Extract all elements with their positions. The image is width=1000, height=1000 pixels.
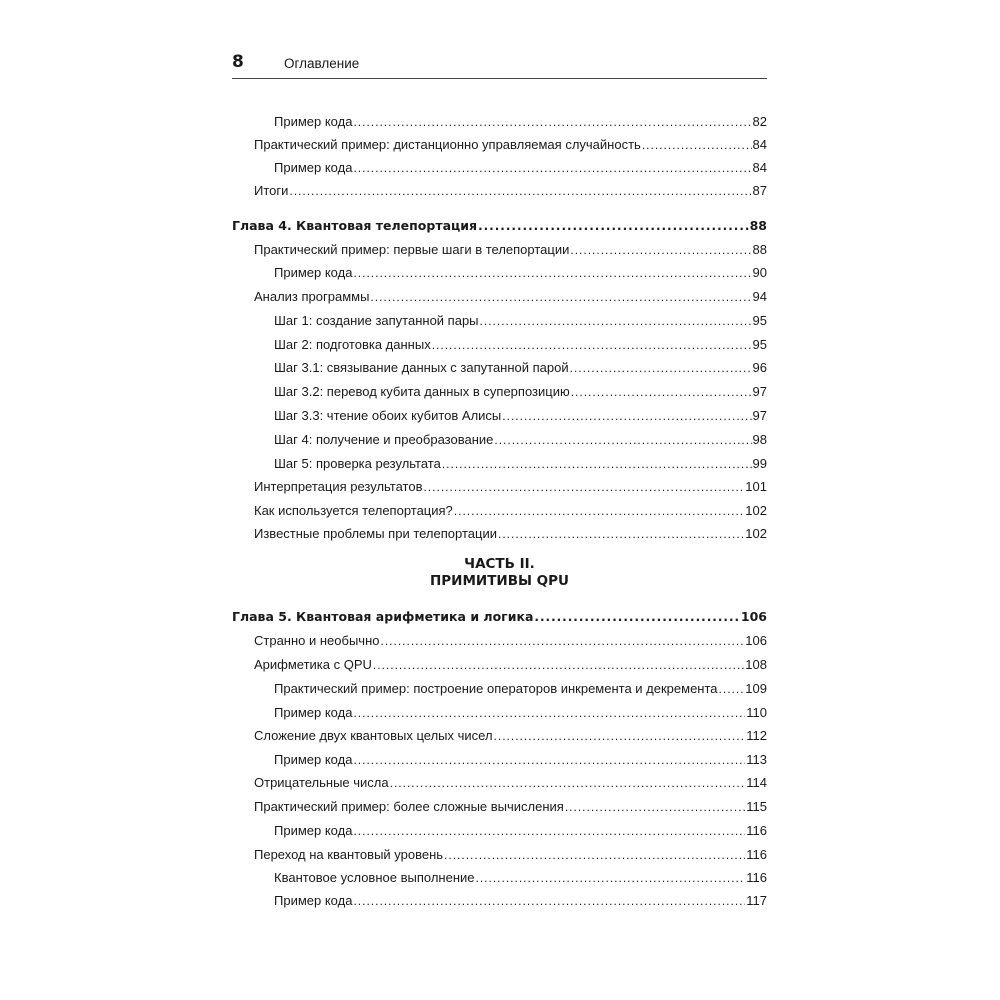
toc-entry xyxy=(254,846,767,864)
dot-leader xyxy=(565,798,745,816)
toc-entry-page: 102 xyxy=(745,526,767,541)
toc-entry-page: 116 xyxy=(746,823,767,838)
toc-entry-page: 95 xyxy=(752,337,767,352)
toc-entry-page: 95 xyxy=(752,313,767,328)
toc-entry-title: Известные проблемы при телепортации xyxy=(254,526,497,541)
toc-entry-title: Практический пример: дистанционно управляемая случайность xyxy=(254,137,641,152)
toc-entry-title: Шаг 5: проверка результата xyxy=(274,456,441,471)
toc-entry-page: 82 xyxy=(752,114,767,129)
toc-entry-title: Анализ программы xyxy=(254,289,370,304)
toc-entry-title: Интерпретация результатов xyxy=(254,479,423,494)
toc-entry-title: Пример кода xyxy=(274,752,353,767)
toc-entry-page: 115 xyxy=(746,799,767,814)
toc-entry-title: Пример кода xyxy=(274,114,353,129)
toc-entry-page: 88 xyxy=(749,218,767,233)
toc-entry-title: Отрицательные числа xyxy=(254,775,389,790)
toc-entry-title: Переход на квантовый уровень xyxy=(254,847,444,862)
toc-entry-page: 109 xyxy=(745,681,767,696)
dot-leader xyxy=(494,727,746,745)
toc-entry-page: 116 xyxy=(746,847,767,862)
toc-entry-title: Сложение двух квантовых целых чисел xyxy=(254,728,493,743)
toc-entry-page: 99 xyxy=(752,456,767,471)
page-number: 8 xyxy=(232,52,244,72)
dot-leader xyxy=(381,632,745,650)
toc-entry-page: 88 xyxy=(752,242,767,257)
toc-entry-title: Итоги xyxy=(254,183,289,198)
toc-entry-title: Шаг 3.1: связывание данных с запутанной парой xyxy=(274,360,569,375)
toc-entry xyxy=(274,822,767,840)
toc-entry-page: 94 xyxy=(752,289,767,304)
toc-entry xyxy=(254,798,767,816)
toc-entry-page: 84 xyxy=(752,160,767,175)
toc-entry-page: 98 xyxy=(752,432,767,447)
toc-entry-title: Пример кода xyxy=(274,823,353,838)
toc-entry xyxy=(274,892,767,910)
toc-entry-page: 87 xyxy=(752,183,767,198)
toc-entry-page: 106 xyxy=(740,609,767,624)
toc-entry-title: Шаг 1: создание запутанной пары xyxy=(274,313,479,328)
toc-entry-page: 84 xyxy=(752,137,767,152)
running-title: Оглавление xyxy=(284,56,360,71)
toc-entry-title: Практический пример: более сложные вычисления xyxy=(254,799,564,814)
toc-entry-title: Пример кода xyxy=(274,705,353,720)
toc-entry-title: Пример кода xyxy=(274,893,353,908)
part-number: ЧАСТЬ II. xyxy=(464,556,535,572)
toc-entry-title: Арифметика с QPU xyxy=(254,657,372,672)
toc-entry xyxy=(254,632,767,650)
toc-entry-page: 97 xyxy=(752,384,767,399)
toc-entry-page: 108 xyxy=(745,657,767,672)
toc-entry-title: Странно и необычно xyxy=(254,633,380,648)
toc-entry-title: Шаг 2: подготовка данных xyxy=(274,337,431,352)
toc-entry xyxy=(274,680,767,698)
toc-entry-page: 101 xyxy=(745,479,767,494)
dot-leader xyxy=(534,608,740,626)
toc-entry-page: 106 xyxy=(745,633,767,648)
toc-entry-title: Глава 4. Квантовая телепортация xyxy=(232,218,478,233)
part-title: ПРИМИТИВЫ QPU xyxy=(429,573,570,589)
toc-entry xyxy=(274,751,767,769)
toc-entry-title: Пример кода xyxy=(274,265,353,280)
toc-entry-page: 96 xyxy=(752,360,767,375)
dot-leader xyxy=(353,751,745,769)
toc-entry xyxy=(254,774,767,792)
toc-entry xyxy=(254,727,767,745)
toc-entry-title: Глава 5. Квантовая арифметика и логика xyxy=(232,609,534,624)
toc-entry-title: Как используется телепортация? xyxy=(254,503,453,518)
toc-chapter-entry xyxy=(232,608,767,626)
toc-entry-title: Пример кода xyxy=(274,160,353,175)
toc-entry-title: Шаг 3.3: чтение обоих кубитов Алисы xyxy=(274,408,502,423)
dot-leader xyxy=(353,704,745,722)
dot-leader xyxy=(373,656,744,674)
toc-entry xyxy=(274,869,767,887)
toc-entry-page: 113 xyxy=(746,752,767,767)
dot-leader xyxy=(353,822,745,840)
dot-leader xyxy=(475,869,745,887)
toc-entry xyxy=(254,656,767,674)
toc-entry-title: Квантовое условное выполнение xyxy=(274,870,475,885)
toc-entry-title: Шаг 3.2: перевод кубита данных в суперпозицию xyxy=(274,384,570,399)
dot-leader xyxy=(353,892,745,910)
toc-entry-page: 116 xyxy=(746,870,767,885)
toc-entry-page: 114 xyxy=(746,775,767,790)
toc-entry-page: 102 xyxy=(745,503,767,518)
dot-leader xyxy=(390,774,746,792)
toc-entry-page: 90 xyxy=(752,265,767,280)
toc-entry-page: 117 xyxy=(746,893,767,908)
toc-entry-page: 110 xyxy=(746,705,767,720)
toc-entry-title: Практический пример: первые шаги в телепортации xyxy=(254,242,570,257)
dot-leader xyxy=(719,680,745,698)
toc-entry-title: Шаг 4: получение и преобразование xyxy=(274,432,494,447)
toc-entry-title: Практический пример: построение операторов инкремента и декремента xyxy=(274,681,718,696)
toc-entry-page: 97 xyxy=(752,408,767,423)
toc-entry xyxy=(274,704,767,722)
dot-leader xyxy=(444,846,745,864)
toc-entry-page: 112 xyxy=(746,728,767,743)
